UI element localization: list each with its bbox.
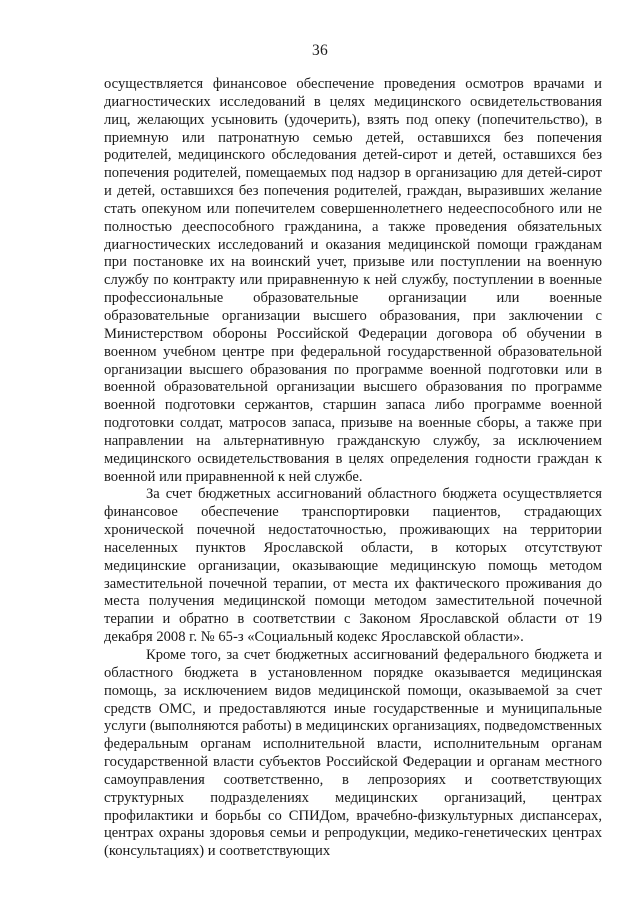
page-number: 36 (311, 42, 329, 59)
paragraph-federal-funding: Кроме того, за счет бюджетных ассигнований федерального бюджета и областного бюджета в установленном порядке оказывается медицинская помощь, за исключением видов медицинской помощи, оказываемой за счет средств ОМС, и предоставляются иные государственные и муниципальные услуги (выполняются работы) в медицинских организациях, подведомственных федеральным органам исполнительной власти, исполнительным органам государственной власти субъектов Российской Федерации и органам местного самоуправления соответственно, в лепрозориях и соответствующих структурных подразделениях медицинских организаций, центрах профилактики и борьбы со СПИДом, врачебно-физкультурных диспансерах, центрах охраны здоровья семьи и репродукции, медико-генетических центрах (консультациях) и соответствующих (104, 647, 602, 860)
paragraph-dialysis-transport: За счет бюджетных ассигнований областного бюджета осуществляется финансовое обеспечение транспортировки пациентов, страдающих хронической почечной недостаточностью, проживающих на территории населенных пунктов Ярославской области, в которых отсутствуют медицинские организации, оказывающие медицинскую помощь методом заместительной почечной терапии, от места их фактического проживания до места получения медицинской помощи методом заместительной почечной терапии и обратно в соответствии с Законом Ярославской области от 19 декабря 2008 г. № 65-з «Социальный кодекс Ярославской области». (104, 486, 602, 646)
paragraph-medical-examinations: осуществляется финансовое обеспечение проведения осмотров врачами и диагностических исследований в целях медицинского освидетельствования лиц, желающих усыновить (удочерить), взять под опеку (попечительство), в приемную или патронатную семью детей, оставшихся без попечения родителей, медицинского обследования детей-сирот и детей, оставшихся без попечения родителей, помещаемых под надзор в организацию для детей-сирот и детей, оставшихся без попечения родителей, граждан, выразивших желание стать опекуном или попечителем совершеннолетнего недееспособного или не полностью дееспособного гражданина, а также проведения обязательных диагностических исследований и оказания медицинской помощи гражданам при постановке их на воинский учет, призыве или поступлении на военную службу по контракту или приравненную к ней службу, поступлении в военные профессиональные образовательные организации или военные образовательные организации высшего образования, при заключении с Министерством обороны Российской Федерации договора об обучении в военном учебном центре при федеральной государственной образовательной организации высшего образования по программе военной подготовки или в военной образовательной организации высшего образования по программе военной подготовки сержантов, старшин запаса либо программе военной подготовки солдат, матросов запаса, призыве на военные сборы, а также при направлении на альтернативную гражданскую службу, за исключением медицинского освидетельствования в целях определения годности граждан к военной или приравненной к ней службе. (104, 76, 602, 485)
document-body (104, 76, 602, 861)
